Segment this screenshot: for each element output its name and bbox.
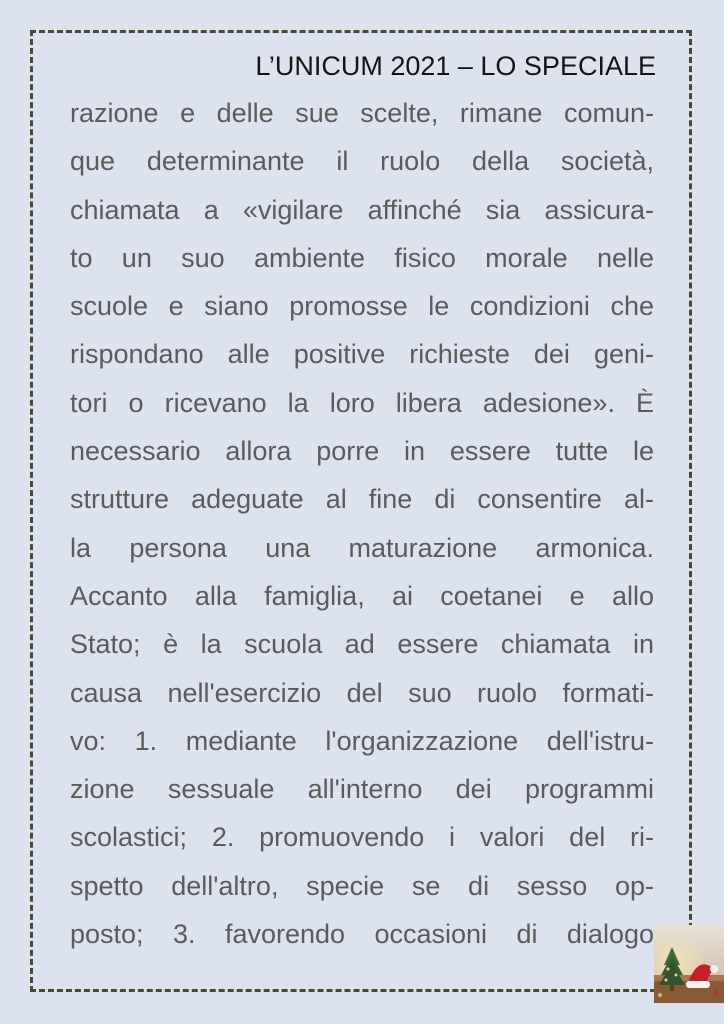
article-body [70,89,654,958]
body-line: zione sessuale all'interno dei programmi [70,774,654,805]
body-line: rispondano alle positive richieste dei geni- [70,339,654,370]
body-line: to un suo ambiente fisico morale nelle [70,242,654,273]
page-header-title: L’UNICUM 2021 – LO SPECIALE [255,51,656,81]
body-line: Accanto alla famiglia, ai coetanei e allo [70,580,654,611]
body-line: posto; 3. favorendo occasioni di dialogo [70,919,654,950]
body-line: que determinante il ruolo della società, [70,146,654,177]
body-line: Stato; è la scuola ad essere chiamata in [70,629,654,660]
body-line: causa nell'esercizio del suo ruolo formati- [70,677,654,708]
body-line: chiamata a «vigilare affinché sia assicura- [70,194,654,225]
body-line: strutture adeguate al fine di consentire al- [70,484,654,515]
body-line: necessario allora porre in essere tutte le [70,436,654,467]
body-line: tori o ricevano la loro libera adesione». È [70,387,654,418]
body-line: vo: 1. mediante l'organizzazione dell'istru- [70,725,654,756]
christmas-corner-photo [654,925,724,1003]
body-line: scuole e siano promosse le condizioni che [70,291,654,322]
body-line: spetto dell'altro, specie se di sesso op- [70,870,654,901]
body-line: razione e delle sue scelte, rimane comun- [70,98,654,128]
body-line: scolastici; 2. promuovendo i valori del ri- [70,822,654,853]
body-line: la persona una maturazione armonica. [70,532,654,563]
